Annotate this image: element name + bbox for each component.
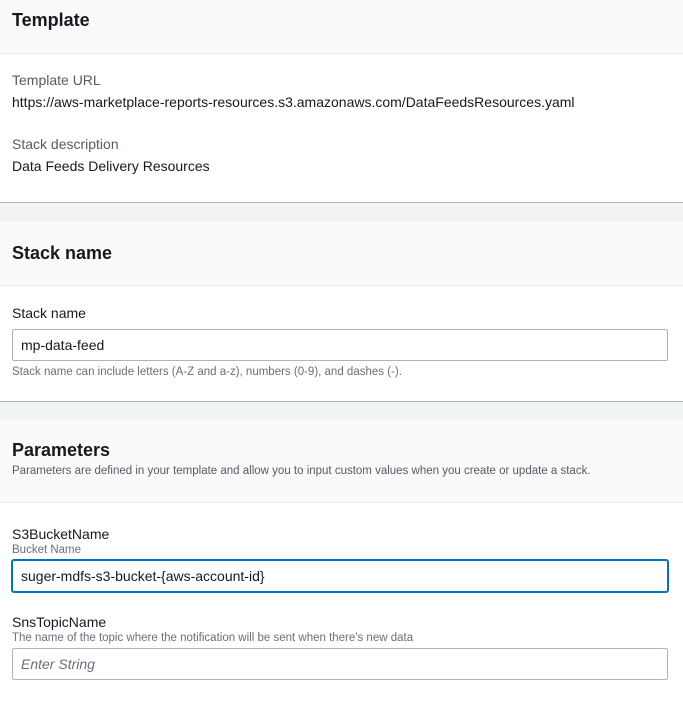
template-panel (0, 0, 683, 202)
stack-name-label: Stack name (12, 305, 86, 321)
section-divider (0, 202, 683, 221)
stack-description-value: Data Feeds Delivery Resources (12, 158, 210, 174)
template-panel-body (0, 54, 683, 178)
parameters-panel (0, 420, 683, 707)
sns-topic-name-input[interactable] (12, 648, 668, 680)
stack-name-input[interactable] (12, 329, 668, 361)
template-panel-title: Template (12, 10, 90, 30)
s3-bucket-name-input[interactable] (12, 560, 668, 592)
parameters-panel-body (0, 503, 683, 680)
stack-name-panel-header (0, 221, 683, 286)
s3-bucket-name-description: Bucket Name (12, 544, 82, 556)
parameters-panel-title: Parameters (12, 440, 111, 460)
stack-name-panel (0, 221, 683, 401)
section-divider (0, 401, 683, 420)
parameters-panel-header (0, 420, 683, 503)
stack-name-panel-title: Stack name (12, 243, 113, 263)
sns-topic-name-description: The name of the topic where the notification will be sent when there's new data (12, 632, 414, 644)
stack-name-panel-body (0, 286, 683, 378)
stack-description-label: Stack description (12, 136, 119, 152)
template-panel-header (0, 0, 683, 54)
parameters-panel-subtitle: Parameters are defined in your template and allow you to input custom values when you create or update a stack. (12, 465, 591, 477)
sns-topic-name-label: SnsTopicName (12, 614, 107, 630)
template-url-value: https://aws-marketplace-reports-resources.s3.amazonaws.com/DataFeedsResources.yaml (12, 94, 575, 110)
s3-bucket-name-label: S3BucketName (12, 526, 110, 542)
template-url-label: Template URL (12, 72, 101, 88)
stack-name-hint: Stack name can include letters (A-Z and a-z), numbers (0-9), and dashes (-). (12, 366, 402, 378)
